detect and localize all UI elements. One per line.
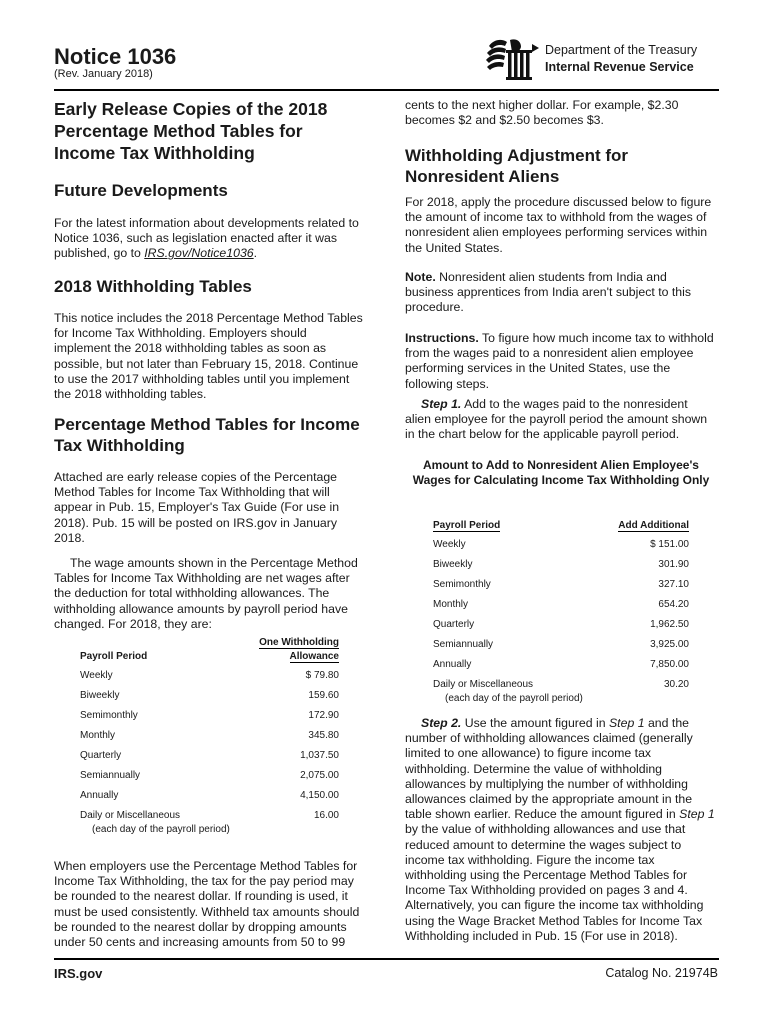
wage-amounts-text: The wage amounts shown in the Percentage Method Tables for Income Tax Withholding are net wages after the deduction for total withholding allowances. The withholding allowance amounts by payroll period have changed. For 2018, they are:: [54, 556, 358, 631]
table-row: Quarterly 1,962.50: [433, 619, 689, 630]
table-row: Monthly 654.20: [433, 599, 689, 610]
footer-website: IRS.gov: [54, 966, 103, 981]
additional-amount-table: [433, 520, 689, 710]
table-row: Semimonthly 327.10: [433, 579, 689, 590]
table-row: Annually 7,850.00: [433, 659, 689, 670]
table-row: Monthly 345.80: [80, 730, 339, 741]
irs-eagle-logo-icon: [483, 36, 541, 82]
withholding-tables-heading: 2018 Withholding Tables: [54, 277, 252, 296]
step1-paragraph: Step 1. Add to the wages paid to the nonresident alien employee for the payroll period the amount shown in the chart below for the applicable payroll period.: [405, 397, 708, 442]
table-row: Biweekly 159.60: [80, 690, 339, 701]
table-row: Quarterly 1,037.50: [80, 750, 339, 761]
percentage-method-text: Attached are early release copies of the Percentage Method Tables for Income Tax Withholding that will appear in Pub. 15, Employer's Tax Guide (For use in 2018). Pub. 15 will be posted on IRS.gov in January 2018.: [54, 470, 340, 545]
future-developments-heading: Future Developments: [54, 181, 228, 200]
notice1036-link[interactable]: IRS.gov/Notice1036: [144, 246, 254, 261]
department-heading: [545, 42, 697, 76]
main-title-text: Early Release Copies of the 2018 Percentage Method Tables for Income Tax Withholding: [54, 99, 328, 163]
rounding-text: When employers use the Percentage Method Tables for Income Tax Withholding, the tax for the pay period may be rounded to the nearest dollar. If rounding is used, it must be used consistently. Withheld tax amounts should be rounded to the nearest dollar by dropping amounts under 50 cents and increasing amounts from 50 to 99: [54, 859, 360, 950]
nonresident-alien-text: For 2018, apply the procedure discussed below to figure the amount of income tax to withhold from the wages of nonresident alien employees performing services within the United States.: [405, 195, 712, 255]
footer-rule: [54, 958, 719, 960]
withholding-tables-text: This notice includes the 2018 Percentage Method Tables for Income Tax Withholding. Employers should implement the 2018 withholding tables as soon as possible, but not later than February 15, 2018. Continue to use the 2017 withholding tables until you implement the 2018 withholding tables.: [54, 311, 363, 402]
table-row: Daily or Miscellaneous 16.00: [80, 810, 339, 821]
step2-paragraph: Step 2. Use the amount figured in Step 1 and the number of withholding allowances claimed (generally limited to one allowance) to figure income tax withholding. Determine the value of withholding allowances by multiplying the number of withholding allowances claimed by the appropriate amount in the table shown earlier. Reduce the amount figured in Step 1 by the value of withholding allowances and use that reduced amount to determine the wages subject to income tax withholding. Figure the income tax withholding using the Percentage Method Tables for Income Tax Withholding provided on pages 3 and 4. Alternatively, you can figure the income tax withholding using the Wage Bracket Method Tables for Income Tax Withholding included in Pub. 15 (For use in 2018).: [405, 716, 715, 943]
notice-title: Notice 1036: [54, 44, 177, 69]
table-row: Weekly $ 79.80: [80, 670, 339, 681]
allowance-table: [80, 637, 339, 837]
revision-date: (Rev. January 2018): [54, 68, 153, 80]
table-row: Semiannually 2,075.00: [80, 770, 339, 781]
note-paragraph: Note. Nonresident alien students from India and business apprentices from India aren't subject to this procedure.: [405, 270, 692, 315]
future-developments-text: For the latest information about developments related to Notice 1036, such as legislation enacted after it was published, go to IRS.gov/Notice1036.: [54, 216, 359, 261]
allowance-col-header-2: Allowance: [289, 651, 339, 662]
allowance-col-header-period: Payroll Period: [80, 651, 148, 662]
chart-caption: Amount to Add to Nonresident Alien Employee's Wages for Calculating Income Tax Withholding Only: [412, 458, 710, 487]
table-row: Daily or Miscellaneous 30.20: [433, 679, 689, 690]
table-row: Annually 4,150.00: [80, 790, 339, 801]
table-row: Semimonthly 172.90: [80, 710, 339, 721]
instructions-paragraph: Instructions. To figure how much income tax to withhold from the wages paid to a nonresident alien employee performing services in the United States, use the following steps.: [405, 331, 714, 391]
catalog-number: Catalog No. 21974B: [605, 966, 718, 980]
add-col-header-period: Payroll Period: [433, 520, 501, 531]
table-row-note: (each day of the payroll period): [445, 693, 583, 704]
table-row-note: (each day of the payroll period): [92, 824, 230, 835]
agency-name: Internal Revenue Service: [545, 60, 694, 74]
department-name: Department of the Treasury: [545, 43, 698, 57]
header-rule: [54, 89, 719, 91]
nonresident-alien-heading: Withholding Adjustment for Nonresident Aliens: [405, 146, 629, 186]
percentage-method-heading: Percentage Method Tables for Income Tax Withholding: [54, 415, 360, 455]
table-row: Weekly $ 151.00: [433, 539, 689, 550]
main-title: [54, 98, 366, 164]
table-row: Semiannually 3,925.00: [433, 639, 689, 650]
add-col-header-amount: Add Additional: [618, 520, 689, 531]
allowance-col-header-1: One Withholding: [259, 637, 339, 648]
table-row: Biweekly 301.90: [433, 559, 689, 570]
rounding-text-continued: cents to the next higher dollar. For example, $2.30 becomes $2 and $2.50 becomes $3.: [405, 98, 679, 128]
